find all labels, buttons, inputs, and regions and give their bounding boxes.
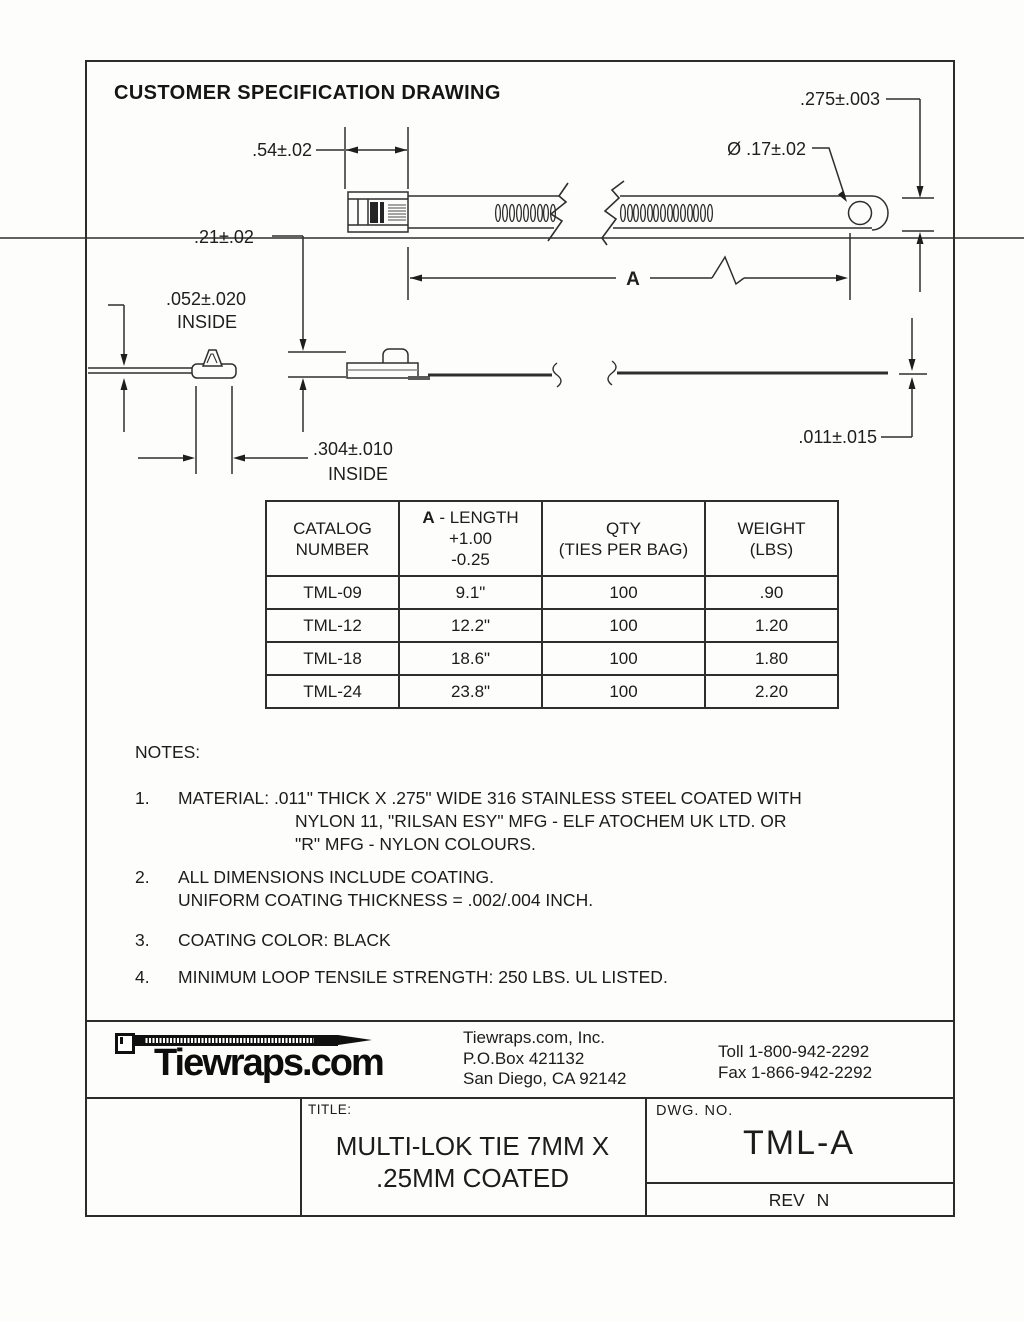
- note-item-1: 1. MATERIAL: .011" THICK X .275" WIDE 316 STAINLESS STEEL COATED WITH NYLON 11, "RILSAN ESY" MFG - ELF ATOCHEM UK LTD. OR "R" MFG - NYLON COLOURS.: [135, 788, 802, 854]
- title-label: TITLE:: [308, 1102, 352, 1117]
- drawing-title: MULTI-LOK TIE 7MM X .25MM COATED: [335, 1131, 610, 1193]
- dim-hole-dia: Ø .17±.02: [727, 139, 806, 159]
- company-name: Tiewraps.com, Inc.: [463, 1028, 606, 1047]
- rev-separator: [645, 1182, 953, 1184]
- dim-inside-width-sub: INSIDE: [327, 464, 389, 484]
- note-item-4: 4. MINIMUM LOOP TENSILE STRENGTH: 250 LBS. UL LISTED.: [135, 967, 668, 987]
- table-row: TML-24 23.8" 100 2.20: [266, 675, 838, 708]
- dim-inside-gap-sub: INSIDE: [176, 312, 238, 332]
- col-header-length: A - LENGTH +1.00 -0.25: [399, 501, 542, 576]
- dim-inside-gap: .052±.020: [166, 289, 246, 309]
- page-title: CUSTOMER SPECIFICATION DRAWING: [114, 82, 501, 104]
- col-header-qty: QTY (TIES PER BAG): [542, 501, 705, 576]
- dim-length-label: A: [626, 269, 640, 290]
- notes-heading: NOTES:: [135, 742, 201, 762]
- col-header-catalog: CATALOG NUMBER: [266, 501, 399, 576]
- dwg-number: TML-A: [743, 1124, 855, 1162]
- table-header-row: [266, 501, 838, 576]
- dwg-no-label: DWG. NO.: [656, 1103, 734, 1119]
- dim-width-tol: .275±.003: [800, 89, 880, 109]
- col-header-weight: WEIGHT (LBS): [705, 501, 838, 576]
- tiewraps-logo: [110, 1030, 400, 1092]
- toll-number: Toll 1-800-942-2292: [718, 1042, 870, 1061]
- company-pobox: P.O.Box 421132: [463, 1048, 585, 1068]
- note-item-2: 2. ALL DIMENSIONS INCLUDE COATING. UNIFORM COATING THICKNESS = .002/.004 INCH.: [135, 867, 594, 910]
- company-city: San Diego, CA 92142: [463, 1069, 627, 1088]
- titleblock-separator: [85, 1097, 953, 1099]
- footer-separator-top: [85, 1020, 953, 1022]
- table-row: TML-09 9.1" 100 .90: [266, 576, 838, 609]
- dim-inside-width: .304±.010: [313, 439, 393, 459]
- fax-number: Fax 1-866-942-2292: [718, 1063, 873, 1082]
- dim-thickness: .011±.015: [798, 427, 877, 447]
- table-row: TML-12 12.2" 100 1.20: [266, 609, 838, 642]
- table-row: TML-18 18.6" 100 1.80: [266, 642, 838, 675]
- phone-numbers: [718, 1041, 872, 1083]
- catalog-table: [265, 500, 839, 709]
- note-item-3: 3. COATING COLOR: BLACK: [135, 930, 391, 950]
- dim-head-len: .54±.02: [252, 140, 312, 160]
- logo-wordmark: Tiewraps.com: [154, 1042, 383, 1084]
- company-address: [463, 1028, 627, 1090]
- revision: REV N: [768, 1190, 830, 1210]
- dim-head-height: .21±.02: [194, 227, 254, 247]
